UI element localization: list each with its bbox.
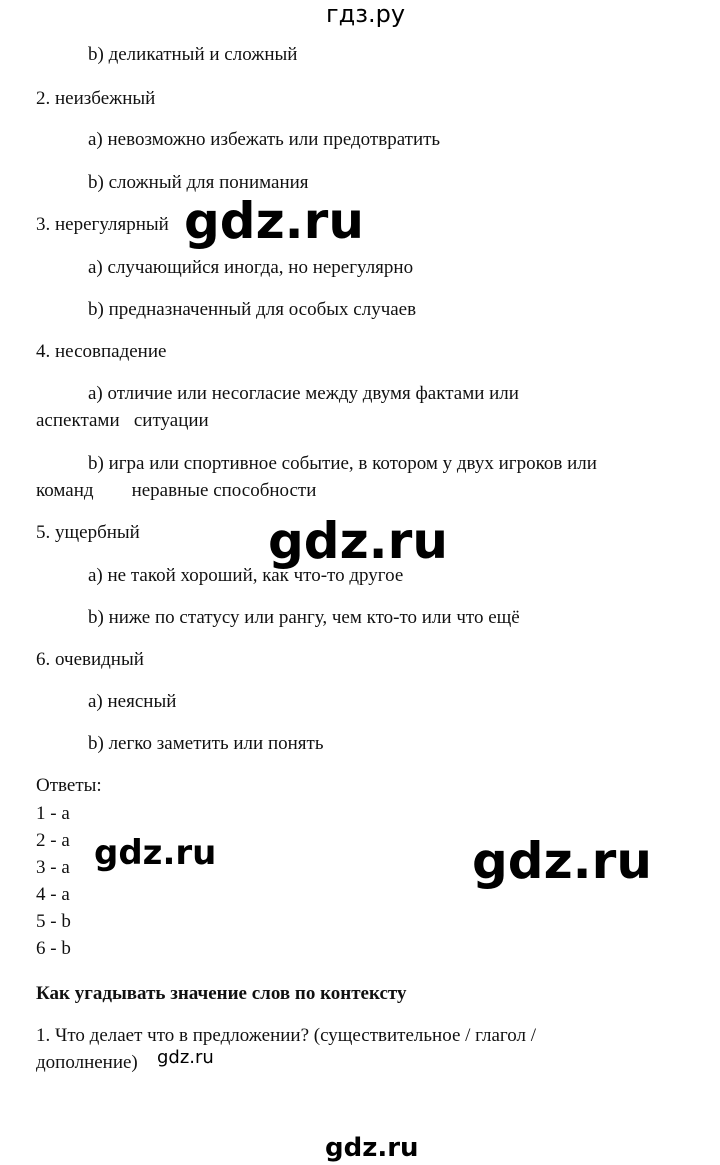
word-item: 2. неизбежный	[36, 88, 156, 109]
option-line-continued: команд неравные способности	[36, 480, 317, 501]
watermark: gdz.ru	[268, 512, 448, 570]
answers-title: Ответы:	[36, 775, 102, 796]
answer-item: 3 - a	[36, 857, 70, 878]
answer-item: 1 - a	[36, 803, 70, 824]
option-line: b) деликатный и сложный	[88, 44, 298, 65]
section-heading: Как угадывать значение слов по контексту	[36, 983, 407, 1004]
answer-item: 2 - a	[36, 830, 70, 851]
option-line: b) предназначенный для особых случаев	[88, 299, 417, 320]
word-item: 4. несовпадение	[36, 341, 167, 362]
section-text: дополнение)	[36, 1052, 138, 1073]
option-line: a) случающийся иногда, но нерегулярно	[88, 257, 414, 278]
word-item: 5. ущербный	[36, 522, 140, 543]
watermark-bottom: gdz.ru	[325, 1133, 419, 1163]
watermark: gdz.ru	[184, 192, 364, 250]
option-line: b) игра или спортивное событие, в котором у двух игроков или	[88, 453, 597, 474]
option-line-continued: аспектами ситуации	[36, 410, 209, 431]
answer-item: 4 - a	[36, 884, 70, 905]
word-item: 3. нерегулярный	[36, 214, 169, 235]
option-line: b) сложный для понимания	[88, 172, 309, 193]
option-line: b) легко заметить или понять	[88, 733, 324, 754]
answer-item: 5 - b	[36, 911, 71, 932]
word-item: 6. очевидный	[36, 649, 144, 670]
option-line: a) неясный	[88, 691, 177, 712]
watermark: gdz.ru	[157, 1047, 214, 1068]
watermark-top: гдз.ру	[326, 0, 406, 28]
option-line: a) не такой хороший, как что-то другое	[88, 565, 404, 586]
watermark: gdz.ru	[472, 832, 652, 890]
answer-item: 6 - b	[36, 938, 71, 959]
watermark: gdz.ru	[94, 833, 217, 873]
option-line: b) ниже по статусу или рангу, чем кто-то или что ещё	[88, 607, 520, 628]
option-line: a) отличие или несогласие между двумя фактами или	[88, 383, 519, 404]
option-line: a) невозможно избежать или предотвратить	[88, 129, 441, 150]
section-text: 1. Что делает что в предложении? (существительное / глагол /	[36, 1025, 536, 1046]
